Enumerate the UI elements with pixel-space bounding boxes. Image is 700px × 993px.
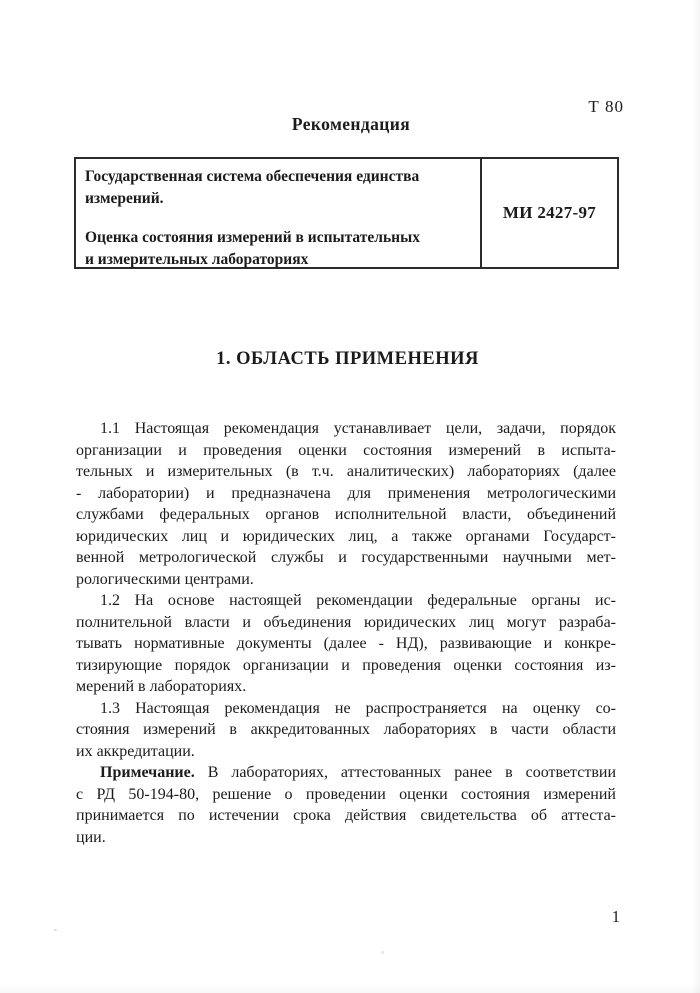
- section-heading: 1. ОБЛАСТЬ ПРИМЕНЕНИЯ: [216, 349, 479, 369]
- title-block-left-cell: [76, 159, 482, 267]
- note-continuation-lines: с РД 50-194-80, решение о проведении оценки состояния измерений принимается по истечении срока действия свидетельства об аттеста- ции.: [76, 785, 616, 846]
- note-first-text: В лабораториях, аттестованных ранее в соответствии: [207, 764, 616, 781]
- document-code: МИ 2427-97: [502, 203, 597, 222]
- title-block-code-cell: [482, 159, 617, 267]
- note-first-line: [76, 762, 616, 784]
- document-subject-title: Оценка состояния измерений в испытательных и измерительных лабораториях: [85, 229, 420, 268]
- scan-edge-shade: [692, 0, 700, 993]
- body-text: [76, 418, 616, 848]
- scan-speck: [54, 929, 57, 931]
- title-block-table: [74, 157, 619, 269]
- paragraph-1-1: 1.1 Настоящая рекомендация устанавливает цели, задачи, порядок организации и проведения оценки состояния измерений в испыта- тельных и измерительных (в т.ч. аналитических) лабораториях (далее - лаборатории) и предназначена для применения метрологическими службами федеральных органов исполнительной власти, объединений юридических лиц и юридических лиц, а также органами Государст- венной метрологической службы и государственными научными мет- рологическими центрами.: [76, 420, 616, 588]
- page-number: 1: [611, 907, 620, 926]
- paragraph-1-2: 1.2 На основе настоящей рекомендации федеральные органы ис- полнительной власти и объединения юридических лиц могут разраба- тывать нормативные документы (далее - НД), развивающие и конкре- тизирующие порядок организации и проведения оценки состояния из- мерений в лабораториях.: [76, 592, 616, 695]
- note-paragraph: [76, 762, 616, 848]
- scan-bottom-shade: [0, 985, 700, 993]
- doc-type-label: Рекомендация: [291, 114, 411, 134]
- classification-code: Т 80: [588, 97, 624, 116]
- paragraph-1-3: 1.3 Настоящая рекомендация не распространяется на оценку со- стояния измерений в аккредитованных лабораториях в части области их аккредитации.: [76, 699, 616, 760]
- note-label: Примечание.: [100, 764, 195, 781]
- gsi-system-title: Государственная система обеспечения единства измерений.: [85, 168, 420, 207]
- scan-speck: [381, 951, 384, 954]
